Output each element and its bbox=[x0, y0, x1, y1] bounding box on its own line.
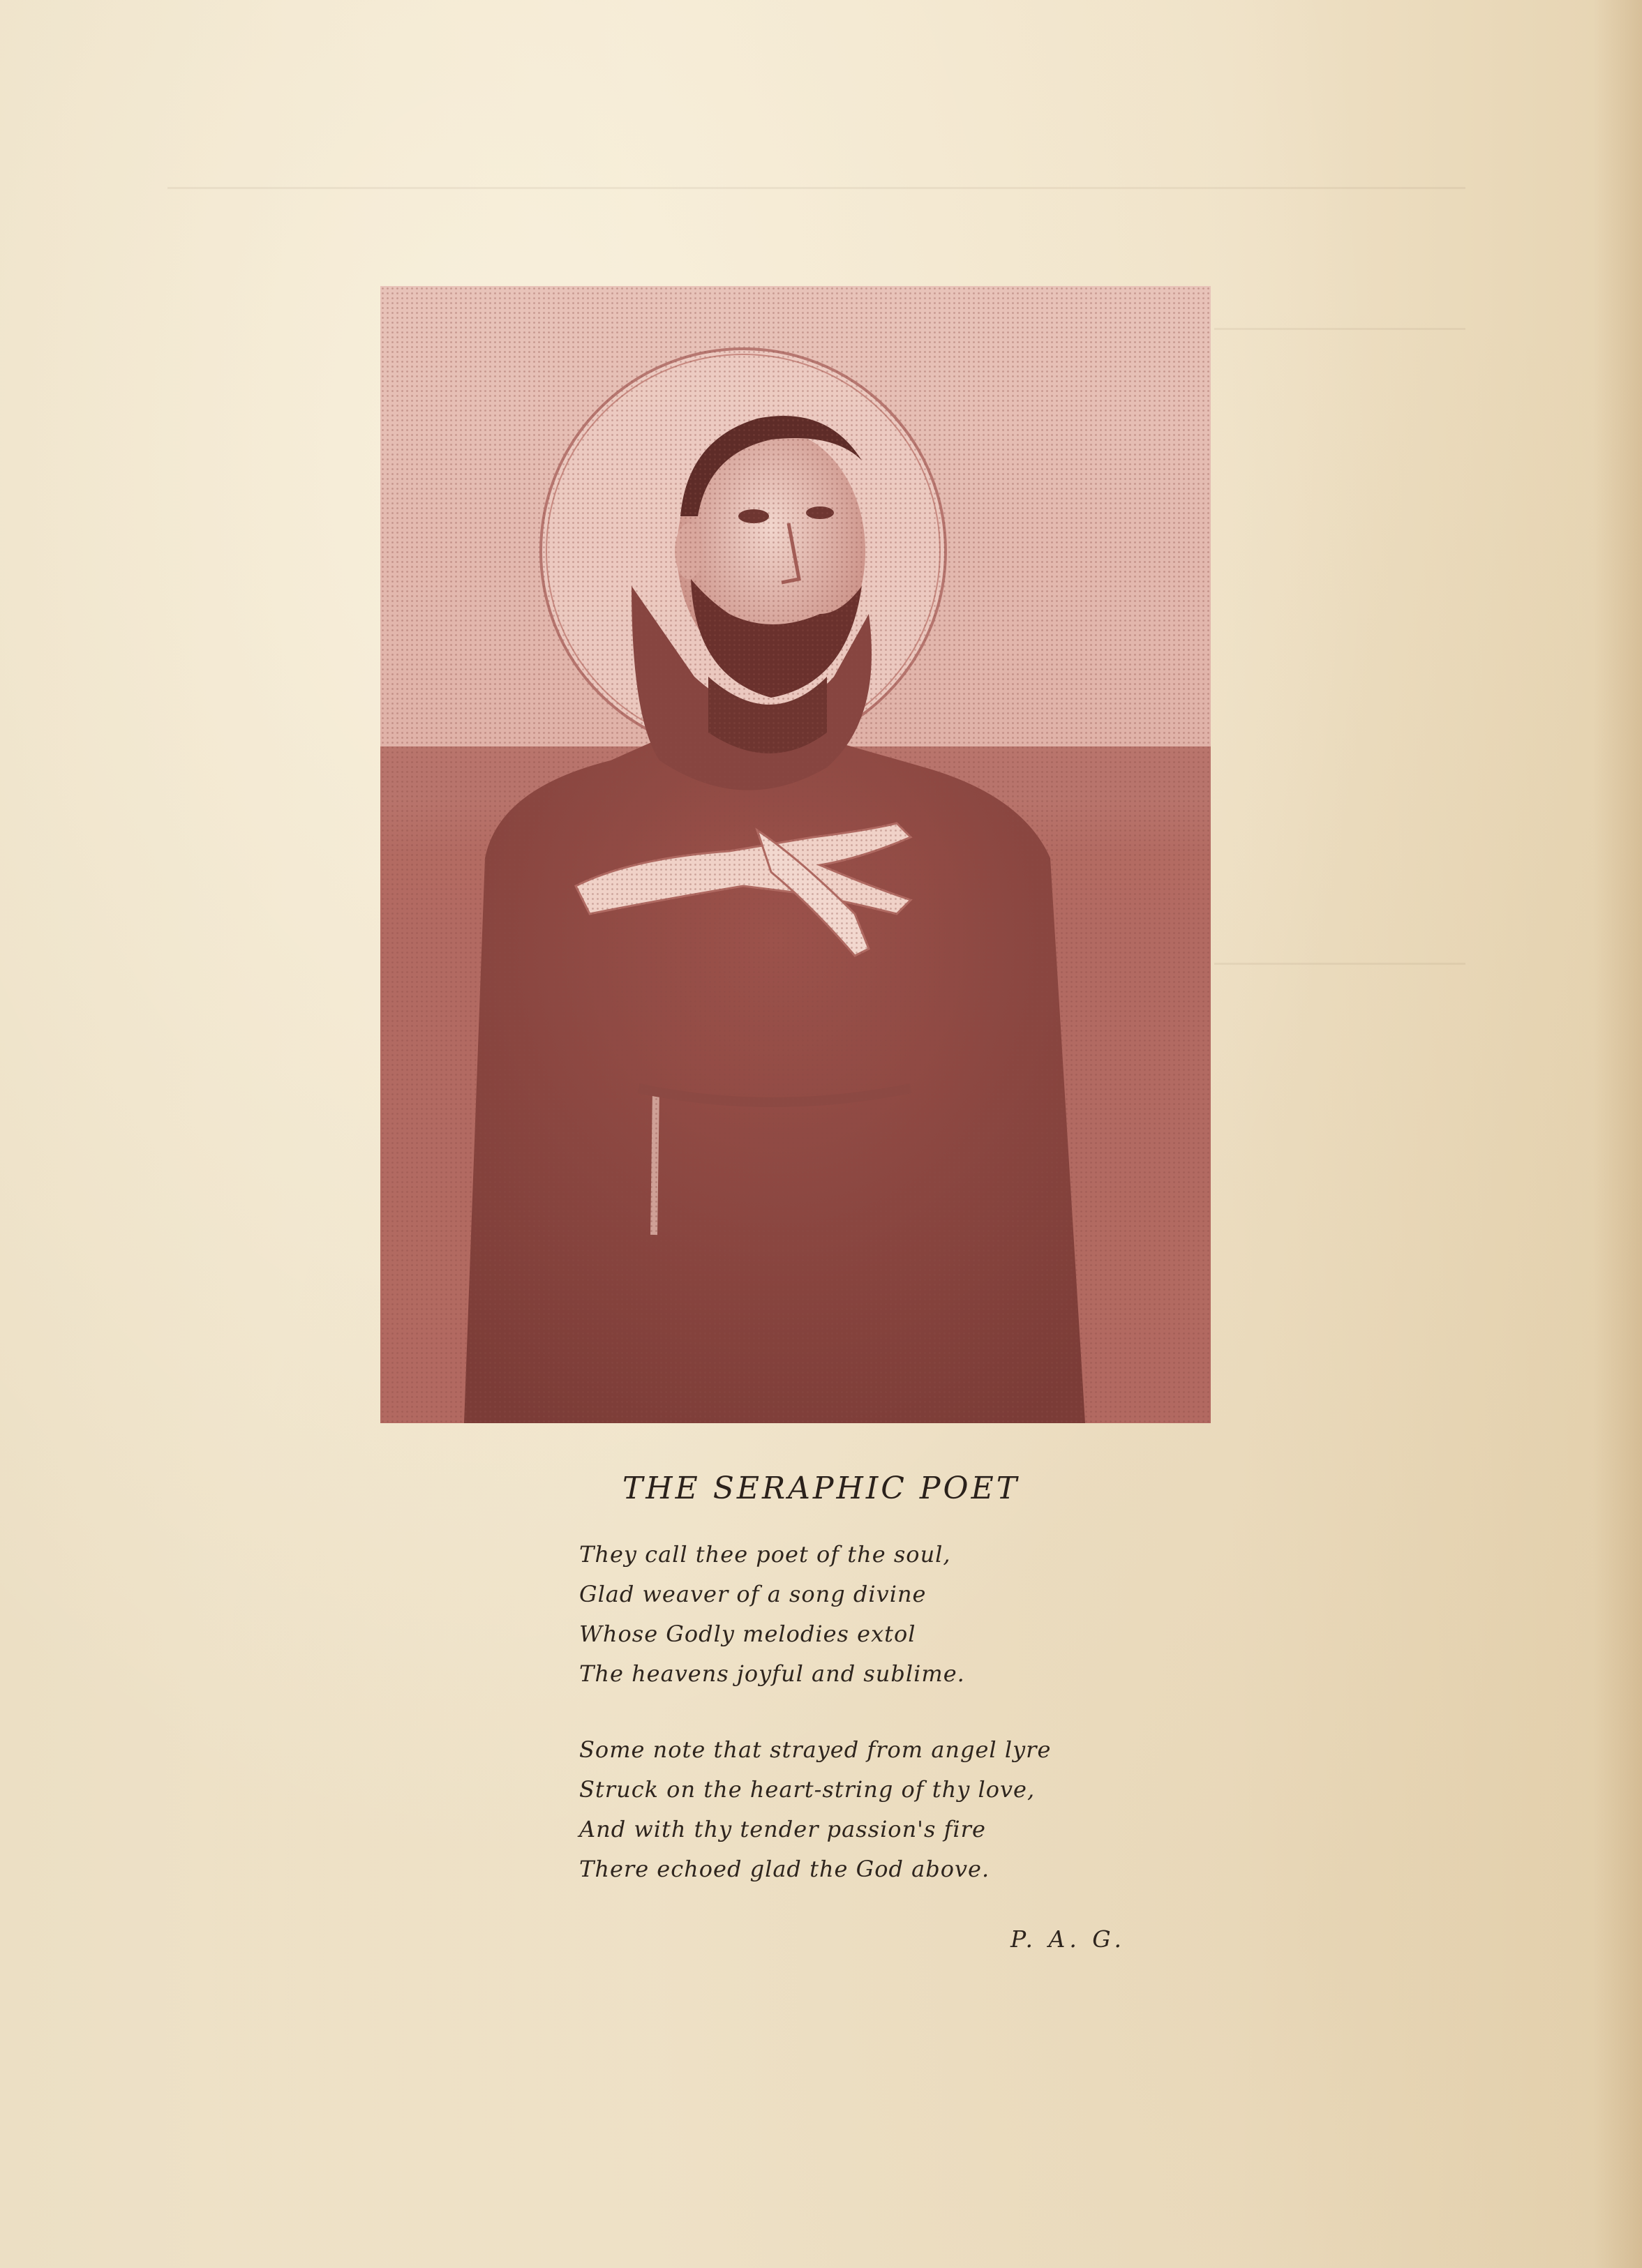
stanza bbox=[579, 1535, 1207, 1694]
poem-line: Whose Godly melodies extol bbox=[579, 1621, 916, 1647]
poem-title-text: THE SERAPHIC POET bbox=[622, 1471, 1020, 1506]
poem-line: Struck on the heart-string of thy love, bbox=[579, 1776, 1036, 1803]
poem-line: Glad weaver of a song divine bbox=[579, 1581, 927, 1607]
poem-body bbox=[579, 1535, 1207, 1925]
poem-signature: P. A. G. bbox=[1010, 1925, 1126, 1953]
poem-line: The heavens joyful and sublime. bbox=[579, 1660, 965, 1687]
stanza bbox=[579, 1730, 1207, 1889]
poem-line: They call thee poet of the soul, bbox=[579, 1541, 951, 1568]
bleed-rule bbox=[167, 187, 1465, 189]
poem-line: There echoed glad the God above. bbox=[579, 1856, 990, 1882]
saint-portrait-image bbox=[380, 286, 1211, 1423]
poem-line: Some note that strayed from angel lyre bbox=[579, 1736, 1052, 1763]
bleed-rule bbox=[1214, 963, 1465, 965]
bleed-rule bbox=[1214, 328, 1465, 330]
page-edge-shadow bbox=[1593, 0, 1642, 2268]
poem-title bbox=[0, 1471, 1642, 1506]
poem-line: And with thy tender passion's fire bbox=[579, 1816, 986, 1842]
portrait-svg bbox=[380, 286, 1211, 1423]
